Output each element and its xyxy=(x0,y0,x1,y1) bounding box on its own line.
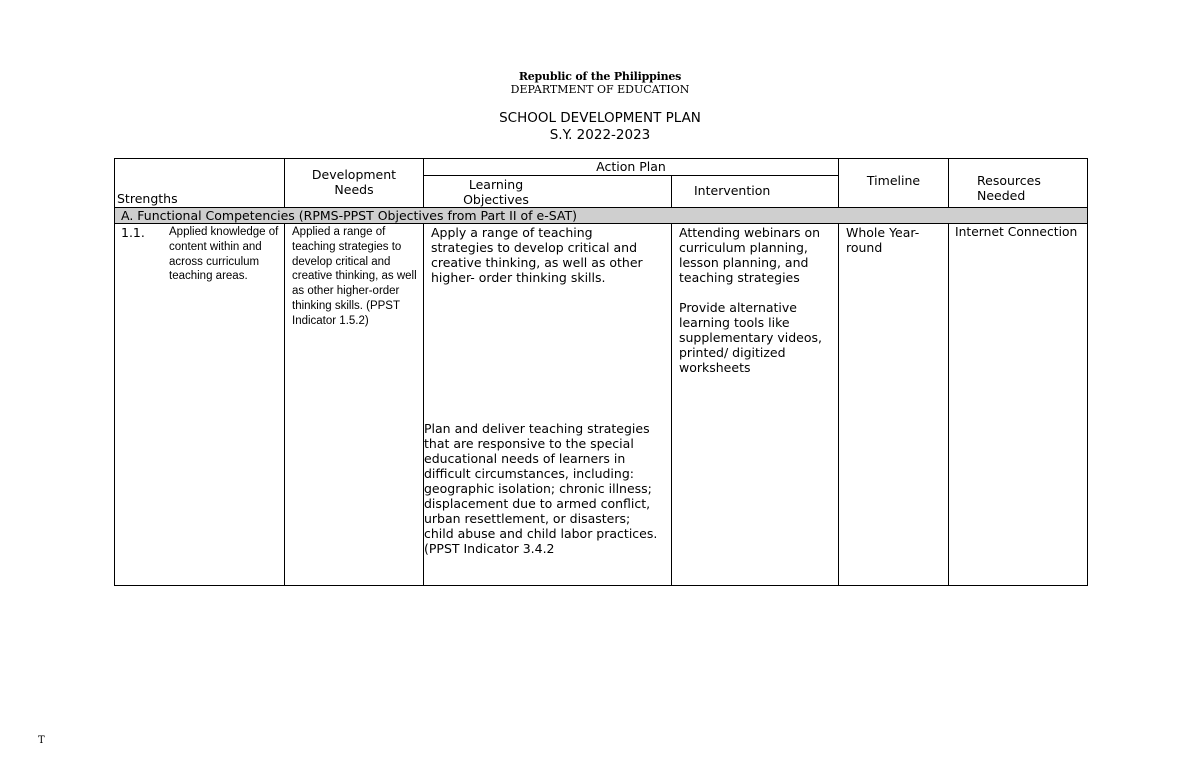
development-need-text: Applied a range of teaching strategies to develop critical and creative thinking, as well as other higher-order thinking skills. (PPST Indicator 1.5.2) xyxy=(292,226,417,327)
cell-strength xyxy=(115,224,285,586)
timeline-text: Whole Year-round xyxy=(846,225,920,255)
school-year: S.Y. 2022-2023 xyxy=(549,127,651,143)
learning-objective-1: Apply a range of teaching strategies to develop critical and creative thinking, as well as other higher- order thinking skills. xyxy=(431,225,643,285)
cell-resources xyxy=(949,224,1088,586)
intervention-1: Attending webinars on curriculum planning, lesson planning, and teaching strategies xyxy=(679,225,821,285)
cell-learning-objectives xyxy=(424,224,672,586)
col-header-intervention: Intervention xyxy=(672,176,839,208)
cell-development-need xyxy=(285,224,424,586)
col-header-resources-needed: Resources Needed xyxy=(949,159,1088,208)
strength-text: Applied knowledge of content within and across curriculum teaching areas. xyxy=(169,226,279,283)
learning-objective-2: Plan and deliver teaching strategies that are responsive to the special educational needs of learners in difficult circumstances, including: geographic isolation; chronic illness; displacement due to armed conflict, urban resettlement, or disasters; child abuse and child labor practices. (PPST Indicator 3.4.2 xyxy=(424,421,658,556)
header-department: DEPARTMENT OF EDUCATION xyxy=(510,83,690,96)
col-header-learning-objectives: Learning Objectives xyxy=(424,176,672,208)
development-plan-table xyxy=(114,158,1088,586)
header-republic: Republic of the Philippines xyxy=(518,70,682,83)
cell-timeline xyxy=(839,224,949,586)
intervention-2: Provide alternative learning tools like supplementary videos, printed/ digitized worksheets xyxy=(679,300,822,375)
col-header-strengths: Strengths xyxy=(115,159,285,208)
col-header-action-plan: Action Plan xyxy=(424,159,839,176)
section-functional-competencies: A. Functional Competencies (RPMS-PPST Objectives from Part II of e-SAT) xyxy=(115,208,1088,224)
cell-intervention xyxy=(672,224,839,586)
col-header-timeline: Timeline xyxy=(839,159,949,208)
col-header-development-needs: Development Needs xyxy=(285,159,424,208)
page-title: SCHOOL DEVELOPMENT PLAN xyxy=(499,110,701,126)
footer-mark: T xyxy=(38,735,45,746)
item-number: 1.1. xyxy=(121,225,145,240)
resources-text: Internet Connection xyxy=(955,225,1078,239)
